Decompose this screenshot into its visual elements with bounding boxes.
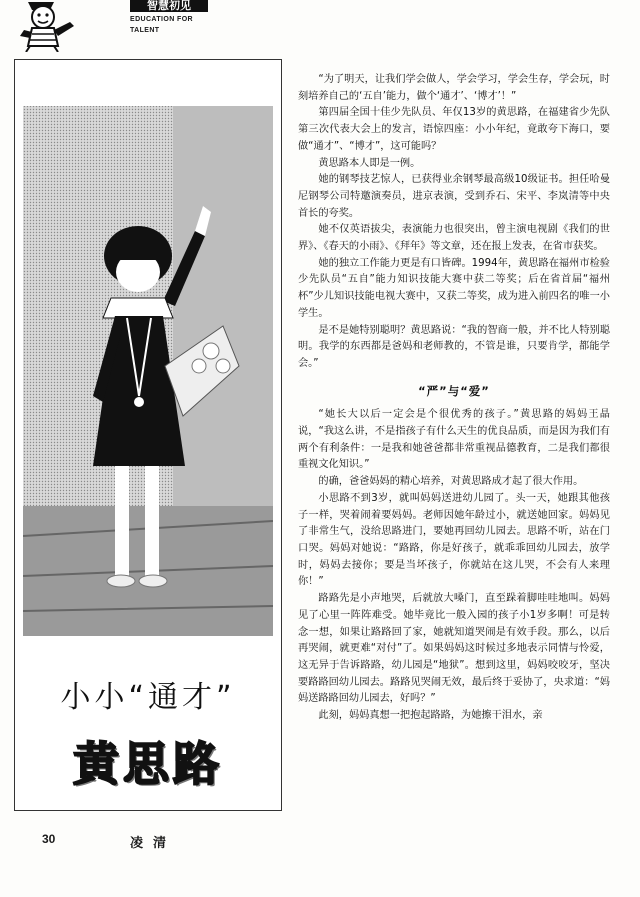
column-title-chinese: 智慧初见: [130, 0, 208, 12]
paragraph: “她长大以后一定会是个很优秀的孩子。”黄思路的妈妈王晶说，“我这么讲，不是指孩子有什么天生的优良品质，而是因为我们有两个有利条件：一是我和她爸爸都非常重视品德教育，二是我们都很重视文化知识。”: [298, 409, 610, 471]
paragraph: 第四届全国十佳少先队员、年仅13岁的黄思路，在福建省少先队第三次代表大会上的发言，语惊四座：小小年纪，竟敢夸下海口，要做“通才”、“博才”，这可能吗？: [298, 107, 610, 152]
paragraph: “为了明天，让我们学会做人，学会学习，学会生存，学会玩，时刻培养自己的‘五自’能力，做个‘通才’、‘博才’！”: [298, 74, 610, 102]
paragraph: 她的独立工作能力更是有口皆碑。1994年，黄思路在福州市检验少先队员“五自”能力知识技能大赛中获二等奖；后在省首届“福州杯”少儿知识技能电视大赛中，又获二等奖，成为进入前四名的唯一小学生。: [298, 257, 610, 319]
article-title-name: 黄思路: [73, 737, 223, 791]
article-title-small: 小小“通才”: [60, 680, 236, 715]
article-body: [298, 72, 610, 725]
paragraph: 她的钢琴技艺惊人，已获得业余钢琴最高级10级证书。担任哈曼尼钢琴公司特邀演奏员，进京表演，受到乔石、宋平、李岚清等中央首长的夸奖。: [298, 174, 610, 219]
paragraph: 是不是她特别聪明？黄思路说：“我的智商一般，并不比人特别聪明。我学的东西都是爸妈和老师教的，不管是谁，只要肯学，都能学会。”: [298, 324, 610, 369]
section-heading: “严”与“爱”: [418, 383, 490, 398]
girl-portrait-photo: [23, 66, 273, 636]
paragraph: 黄思路本人即是一例。: [318, 157, 421, 169]
paragraph: 路路先是小声地哭，后就放大嗓门，直至跺着脚哇哇地叫。妈妈见了心里一阵阵难受。她毕竟比一般入园的孩子小1岁多啊！可是转念一想，如果让路路回了家，她就知道哭闹是有效手段。那么，以后再哭闹，就更难“对付”了。如果妈妈这时候过多地表示同情与怜爱，这无异于告诉路路，幼儿园是“地狱”。想到这里，妈妈咬咬牙，坚决要路路回幼儿园去。路路见哭闹无效，最后终于妥协了，央求道：“妈妈送路路回幼儿园去，好吗？”: [298, 593, 610, 705]
paragraph: 她不仅英语拔尖，表演能力也很突出，曾主演电视剧《我们的世界》、《春天的小雨》、《拜年》等文章，还在报上发表，在省市获奖。: [298, 224, 610, 253]
paragraph: 此刻，妈妈真想一把抱起路路，为她擦干泪水，亲: [318, 710, 543, 722]
paragraph: 的确，爸爸妈妈的精心培养，对黄思路成才起了很大作用。: [318, 476, 584, 488]
article-author: 凌清: [129, 836, 176, 851]
magazine-column-brand: [130, 0, 270, 46]
paragraph: 小思路不到3岁，就叫妈妈送进幼儿园了。头一天，她跟其他孩子一样，哭着闹着要妈妈。老师因她年龄过小，就送她回家。妈妈见了非常生气，没给思路进门，要她再回幼儿园去。思路不听，站在门口哭。妈妈对她说：“路路，你是好孩子，就乖乖回幼儿园去，放学时，妈妈去接你；要是当坏孩子，你就站在这儿哭，不会有人来理你！”: [298, 492, 610, 588]
column-title-english: EDUCATION FOR TALENT: [130, 16, 194, 34]
cartoon-child-mascot-icon: [10, 0, 90, 52]
page-number: 30: [42, 832, 56, 846]
